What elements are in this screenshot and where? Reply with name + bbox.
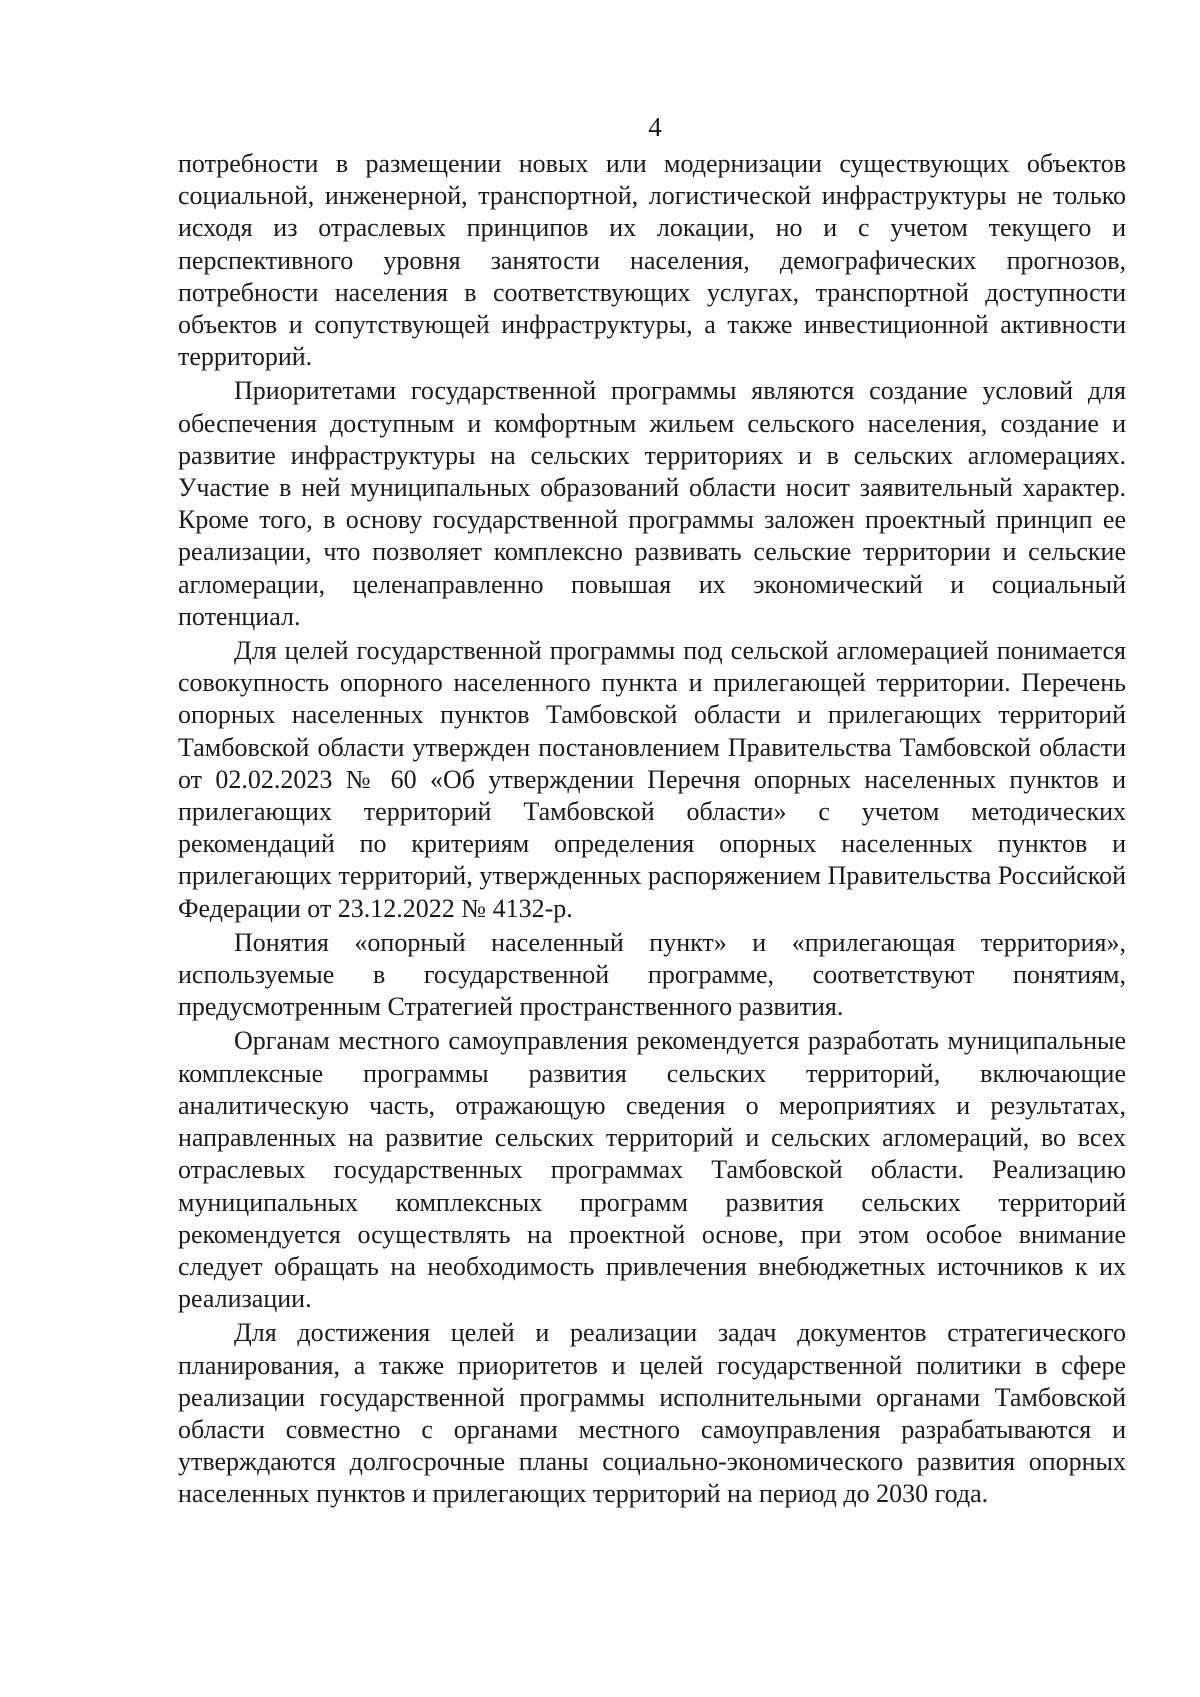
- paragraph-concepts: Понятия «опорный населенный пункт» и «прилегающая территория», используемые в государственной программе, соответствуют понятиям, предусмотренным Стратегией пространственного развития.: [178, 927, 1126, 1022]
- paragraph-long-term-plans: Для достижения целей и реализации задач документов стратегического планирования, а также приоритетов и целей государственной политики в сфере реализации государственной программы исполнительными органами Тамбовской области совместно с органами местного самоуправления разрабатываются и утверждаются долгосрочные планы социально-экономического развития опорных населенных пунктов и прилегающих территорий на период до 2030 года.: [178, 1318, 1126, 1509]
- document-body: [178, 148, 1126, 1513]
- paragraph-priorities: Приоритетами государственной программы являются создание условий для обеспечения доступным и комфортным жильем сельского населения, создание и развитие инфраструктуры на сельских территориях и в сельских агломерациях. Участие в ней муниципальных образований области носит заявительный характер. Кроме того, в основу государственной программы заложен проектный принцип ее реализации, что позволяет комплексно развивать сельские территории и сельские агломерации, целенаправленно повышая их экономический и социальный потенциал.: [178, 376, 1126, 631]
- paragraph-local-government: Органам местного самоуправления рекомендуется разработать муниципальные комплексные программы развития сельских территорий, включающие аналитическую часть, отражающую сведения о мероприятиях и результатах, направленных на развитие сельских территорий и сельских агломераций, во всех отраслевых государственных программах Тамбовской области. Реализацию муниципальных комплексных программ развития сельских территорий рекомендуется осуществлять на проектной основе, при этом особое внимание следует обращать на необходимость привлечения внебюджетных источников к их реализации.: [178, 1026, 1126, 1314]
- paragraph-continuation: потребности в размещении новых или модернизации существующих объектов социальной, инженерной, транспортной, логистической инфраструктуры не только исходя из отраслевых принципов их локации, но и с учетом текущего и перспективного уровня занятости населения, демографических прогнозов, потребности населения в соответствующих услугах, транспортной доступности объектов и сопутствующей инфраструктуры, а также инвестиционной активности территорий.: [178, 149, 1126, 372]
- page-number: 4: [648, 112, 662, 142]
- paragraph-agglomeration-definition: Для целей государственной программы под сельской агломерацией понимается совокупность опорного населенного пункта и прилегающей территории. Перечень опорных населенных пунктов Тамбовской области и прилегающих территорий Тамбовской области утвержден постановлением Правительства Тамбовской области от 02.02.2023 № 60 «Об утверждении Перечня опорных населенных пунктов и прилегающих территорий Тамбовской области» с учетом методических рекомендаций по критериям определения опорных населенных пунктов и прилегающих территорий, утвержденных распоряжением Правительства Российской Федерации от 23.12.2022 № 4132-р.: [178, 636, 1126, 923]
